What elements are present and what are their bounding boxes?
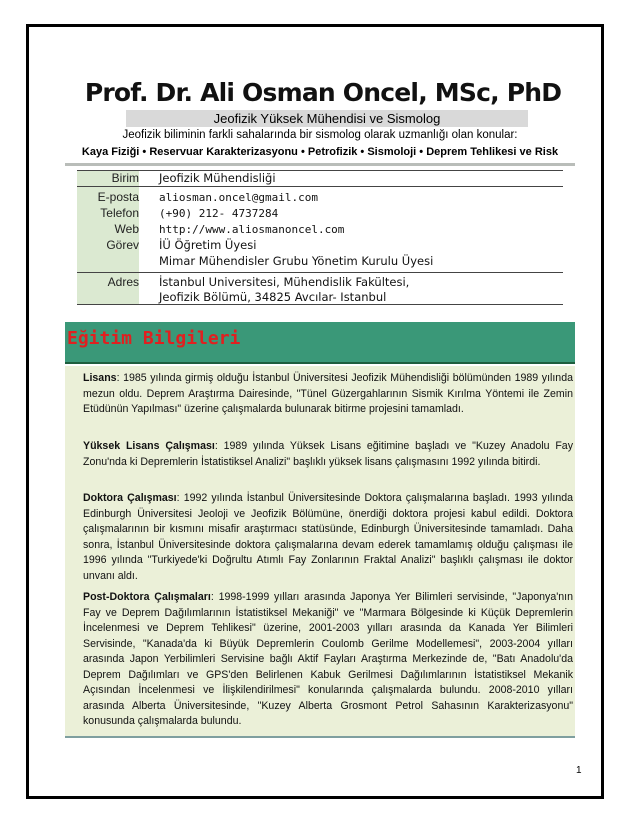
yl-paragraph xyxy=(83,439,573,470)
email-label: E-posta xyxy=(97,190,139,204)
contact-rule-duty xyxy=(77,272,563,273)
expertise-description: Jeofizik biliminin farkli sahalarında bir sismolog olarak uzmanlığı olan konular: xyxy=(122,129,518,141)
unit-value: Jeofizik Mühendisliği xyxy=(159,171,276,185)
web-link[interactable]: http://www.aliosmanoncel.com xyxy=(159,223,345,236)
email-value[interactable]: aliosman.oncel@gmail.com xyxy=(159,191,318,204)
phone-value: (+90) 212- 4737284 xyxy=(159,207,279,220)
phone-label: Telefon xyxy=(100,206,139,220)
header-divider xyxy=(65,163,575,166)
postdoc-paragraph xyxy=(83,590,573,730)
lisans-text: : 1985 yılında girmiş olduğu İstanbul Üniversitesi Jeofizik Mühendisliği bölümünden 1989 yılında mezun oldu. Deprem Araştırma Dairesinde, "Tünel Güzergahlarının Sismik Kırılma Yöntemi ile Zemin Etüdünün Yapılması" üzerine çalışmalarda bulunarak bitirme projesini tamamladı. xyxy=(83,372,573,415)
contact-info-table xyxy=(77,170,563,304)
lisans-paragraph xyxy=(83,371,573,418)
postdoc-title: Post-Doktora Çalışmaları xyxy=(83,591,211,603)
lisans-title: Lisans xyxy=(83,372,117,384)
duty-label: Görev xyxy=(106,238,139,252)
subtitle: Jeofizik Yüksek Mühendisi ve Sismolog xyxy=(213,111,441,126)
duty-value-2: Mimar Mühendisler Grubu Yönetim Kurulu Üyesi xyxy=(159,254,434,268)
education-header-rule xyxy=(65,362,575,364)
page-number: 1 xyxy=(576,765,582,776)
contact-rule-bottom xyxy=(77,304,563,305)
yl-text: : 1989 yılında Yüksek Lisans eğitimine başladı ve "Kuzey Anadolu Fay Zonu'nda ki Depremlerin İstatistiksel Analizi" başlıklı yüksek lisans çalışmasını 1992 yılında bitirdi. xyxy=(83,440,573,468)
address-value-2: Jeofizik Bölümü, 34825 Avcılar- Istanbul xyxy=(159,290,387,304)
expertise-topics: Kaya Fiziği • Reservuar Karakterizasyonu • Petrofizik • Sismoloji • Deprem Tehlikesi ve Risk xyxy=(81,146,559,158)
postdoc-text: : 1998-1999 yılları arasında Japonya Yer Bilimleri servisinde, "Japonya'nın Fay ve Deprem Dağılımlarının İstatistiksel Mekaniği" ve "Marmara Bölgesinde ki Küçük Depremlerin İncelenmesi ve Deprem Tehlikesi" üzerine, 2001-2003 yılları arasında da Kanada Yer Bilimleri Servisinde, "Kanada'da ki Büyük Depremlerin Coulomb Gerilme Modellemesi", 2003-2004 yılları arasında Japon Yerbilimleri Servisine bağlı Aktif Fayları Araştırma Merkezinde de, "Batı Anadolu'da Deprem Dağılımları ve GPS'den Belirlenen Kabuk Gerilmesi Dağılımlarının İstatistiksel Mekanik Açısından İncelenmesi ve İlişkilendirilmesi" konularında çalışmalarda bulundu. 2008-2010 yılları arasında Alberta Üniversitesinde, "Kuzey Alberta Grosmont Petrol Sahasının Karakterizasyonu" konusunda çalışmalarda bulundu. xyxy=(83,591,573,727)
doktora-text: : 1992 yılında İstanbul Üniversitesinde Doktora çalışmalarına başladı. 1993 yılında Edinburgh Üniversitesi Jeoloji ve Jeofizik Bölümüne, önerdiği doktora projesi kabul edildi. Doktora çalışmalarının bir kısmını misafir araştırmacı statüsünde, Edinburgh Üniversitesinde tamamladı. Daha sonra, İstanbul Üniversitesinde doktora çalışmalarına devam ederek tamamlamış olduğu çalışması ile 1996 yılında "Turkiyede'ki Doğrultu Atımlı Fay Zonlarının Fraktal Analizi" başlıklı çalışması ile doktor unvanı aldı. xyxy=(83,492,573,582)
yl-title: Yüksek Lisans Çalışması xyxy=(83,440,215,452)
unit-label: Birim xyxy=(111,171,139,185)
address-value-1: İstanbul Universitesi, Mühendislik Fakültesi, xyxy=(159,275,410,289)
address-label: Adres xyxy=(107,275,139,289)
doktora-paragraph xyxy=(83,491,573,584)
contact-rule-top xyxy=(77,170,563,171)
doktora-title: Doktora Çalışması xyxy=(83,492,177,504)
education-heading: Eğitim Bilgileri xyxy=(67,328,241,349)
web-label: Web xyxy=(114,222,139,236)
duty-value-1: İÜ Öğretim Üyesi xyxy=(159,238,257,252)
contact-rule-unit xyxy=(77,186,563,187)
page-title: Prof. Dr. Ali Osman Oncel, MSc, PhD xyxy=(84,78,562,107)
education-bottom-rule xyxy=(65,736,575,738)
